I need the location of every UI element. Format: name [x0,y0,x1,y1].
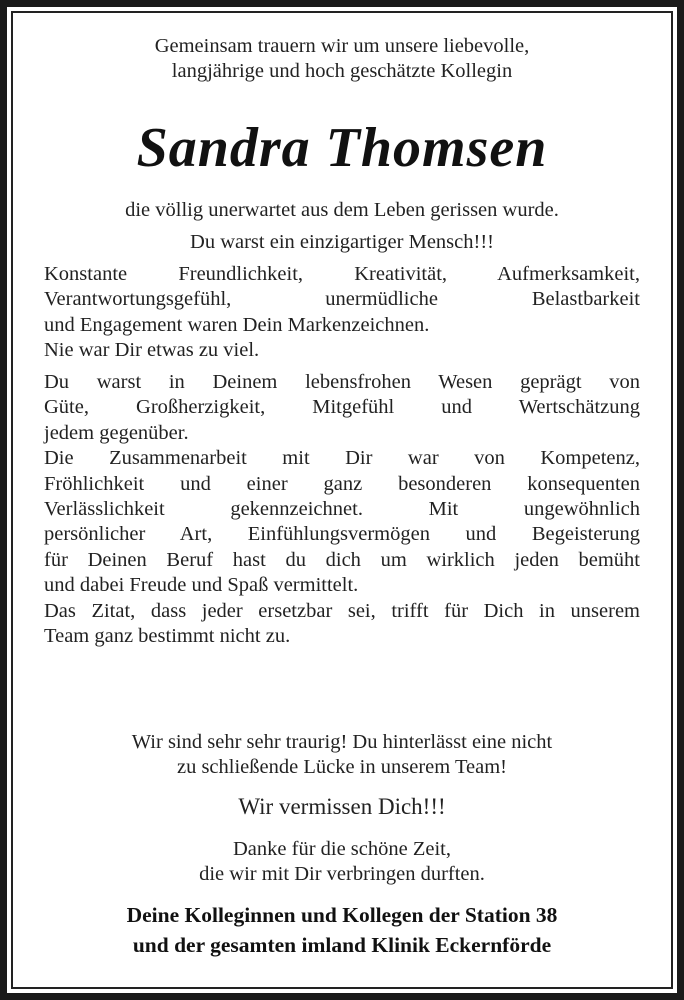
text-line: zu schließende Lücke in unserem Team! [176,756,508,779]
text-line: Die Zusammenarbeit mit Dir war von Kompetenz, [44,447,640,470]
text-line: und Engagement waren Dein Markenzeichnen. [44,313,430,336]
text-line: Fröhlichkeit und einer ganz besonderen konsequenten [44,472,640,495]
intro [44,34,640,85]
exclaim: Du warst ein einzigartiger Mensch!!! [190,231,494,253]
paragraph-1 [44,262,640,364]
text-line: Verantwortungsgefühl, unermüdliche Belastbarkeit [44,288,640,311]
thanks [44,837,640,888]
deceased-name: Sandra Thomsen [136,117,548,179]
text-line: Güte, Großherzigkeit, Mitgefühl und Wertschätzung [44,396,640,419]
text-line: Konstante Freundlichkeit, Kreativität, Aufmerksamkeit, [44,263,640,285]
text-line: die wir mit Dir verbringen durften. [199,863,485,886]
intro-line: Gemeinsam trauern wir um unsere liebevolle, [154,35,530,57]
sad-message [44,730,640,781]
text-line: Team ganz bestimmt nicht zu. [44,625,291,648]
text-line: Wir sind sehr sehr traurig! Du hinterlässt eine nicht [131,731,553,753]
signature-line: und der gesamten imland Klinik Eckernförde [132,933,552,957]
text-line: Nie war Dir etwas zu viel. [44,339,260,362]
text-line: Du warst in Deinem lebensfrohen Wesen geprägt von [44,371,640,393]
signature-line: Deine Kolleginnen und Kollegen der Station 38 [126,903,558,927]
subline: die völlig unerwartet aus dem Leben gerissen wurde. [125,199,559,221]
text-line: jedem gegenüber. [44,421,189,444]
signature [44,900,640,960]
text-line: für Deinen Beruf hast du dich um wirklich jeden bemüht [44,548,640,571]
text-line: und dabei Freude und Spaß vermittelt. [44,574,359,597]
text-line: Danke für die schöne Zeit, [232,838,451,860]
miss-message: Wir vermissen Dich!!! [238,794,446,819]
text-line: Das Zitat, dass jeder ersetzbar sei, trifft für Dich in unserem [44,599,640,622]
text-line: Verlässlichkeit gekennzeichnet. Mit ungewöhnlich [44,498,640,521]
intro-line: langjährige und hoch geschätzte Kollegin [171,60,513,83]
paragraph-2 [44,370,640,649]
text-line: persönlicher Art, Einfühlungsvermögen und Begeisterung [44,523,640,546]
